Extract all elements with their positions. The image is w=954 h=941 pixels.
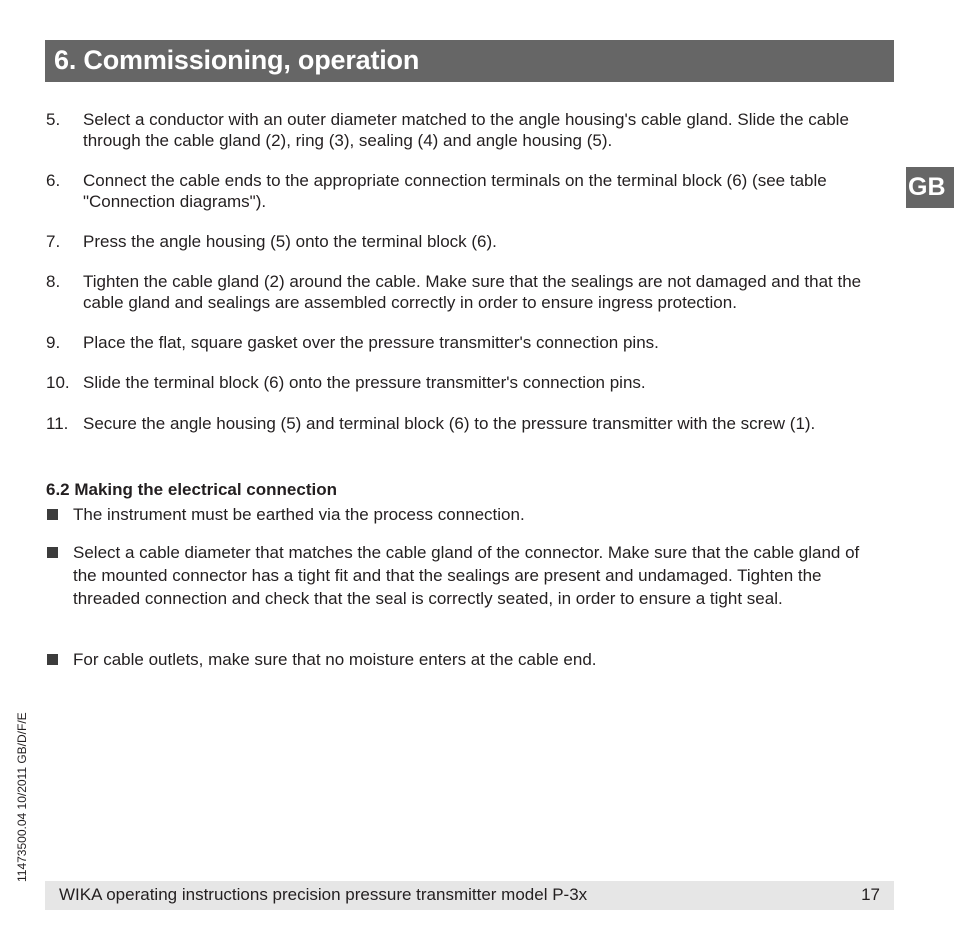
step-number: 5. — [46, 110, 61, 129]
step-text: Place the flat, square gasket over the pressure transmitter's connection pins. — [83, 333, 659, 352]
language-tab — [906, 167, 954, 208]
step-number: 11. — [46, 414, 69, 433]
square-bullet-icon — [47, 547, 58, 558]
square-bullet-icon — [47, 654, 58, 665]
step-number: 9. — [46, 333, 61, 352]
section-header — [45, 40, 894, 82]
step-text: Tighten the cable gland (2) around the cable. Make sure that the sealings are not damaged and that the cable gland and sealings are assembled correctly in order to ensure ingress protection. — [83, 272, 862, 312]
step-text: Select a conductor with an outer diameter matched to the angle housing's cable gland. Slide the cable through the cable gland (2), ring (3), sealing (4) and angle housing (5). — [83, 110, 849, 150]
step-number: 10. — [46, 373, 70, 392]
step-number: 8. — [46, 272, 61, 291]
step-text: Connect the cable ends to the appropriate connection terminals on the terminal block (6) (see table "Connection diagrams"). — [83, 171, 827, 211]
step-text: Slide the terminal block (6) onto the pressure transmitter's connection pins. — [83, 373, 646, 392]
step-text: Secure the angle housing (5) and terminal block (6) to the pressure transmitter with the screw (1). — [83, 414, 816, 433]
bullet-text: The instrument must be earthed via the process connection. — [73, 505, 525, 524]
step-text: Press the angle housing (5) onto the terminal block (6). — [83, 232, 497, 251]
square-bullet-icon — [47, 509, 58, 520]
page-number: 17 — [861, 885, 880, 904]
section-heading: 6.2 Making the electrical connection — [46, 480, 337, 499]
step-number: 6. — [46, 171, 61, 190]
bullet-text: Select a cable diameter that matches the cable gland of the connector. Make sure that the cable gland of the mounted connector has a tight fit and that the sealings are present and undamaged. Tighten the threaded connection and check that the seal is correctly seated, in order to ensure a tight seal. — [73, 543, 860, 608]
page-footer — [45, 881, 894, 910]
language-tab-label: GB — [908, 173, 946, 201]
bullet-text: For cable outlets, make sure that no moisture enters at the cable end. — [73, 650, 597, 669]
page-title: 6. Commissioning, operation — [54, 45, 420, 75]
step-number: 7. — [46, 232, 61, 251]
footer-text: WIKA operating instructions precision pressure transmitter model P-3x — [59, 885, 588, 904]
document-code: 11473500.04 10/2011 GB/D/F/E — [15, 712, 29, 882]
